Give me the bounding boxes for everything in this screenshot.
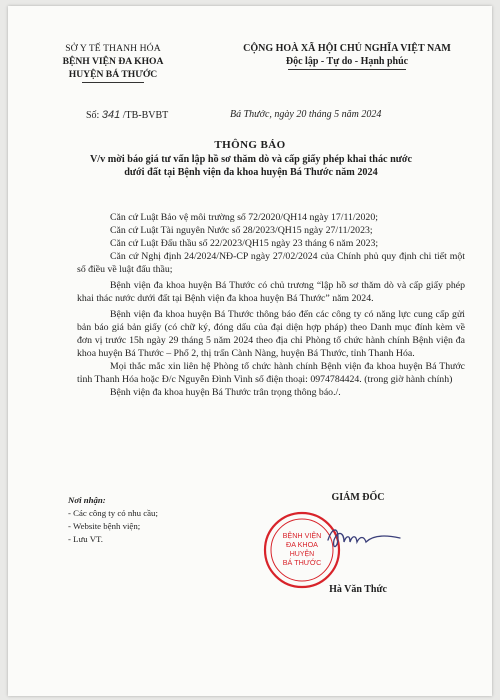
recipient-item: - Các công ty có nhu cầu;	[68, 508, 158, 518]
doc-number-suffix: /TB-BVBT	[122, 110, 169, 121]
date-line: Bá Thước, ngày 20 tháng 5 năm 2024	[230, 109, 382, 120]
document-page	[8, 6, 492, 696]
doc-number-handwritten: 341	[101, 109, 121, 121]
signer-title: GIÁM ĐỐC	[331, 492, 385, 503]
agency-line-2: BỆNH VIỆN ĐA KHOA	[62, 56, 164, 67]
nation-name: CỘNG HOÀ XÃ HỘI CHỦ NGHĨA VIỆT NAM	[243, 43, 451, 54]
national-motto: Độc lập - Tự do - Hạnh phúc	[285, 56, 409, 67]
document-title: THÔNG BÁO	[214, 139, 286, 151]
document-subject	[48, 153, 454, 179]
body-paragraph-closing: Bệnh viện đa khoa huyện Bá Thước trân trọng thông báo./.	[110, 387, 341, 398]
legal-basis-1: Căn cứ Luật Bảo vệ môi trường số 72/2020/QH14 ngày 17/11/2020;	[110, 212, 378, 223]
doc-number-prefix: Số:	[86, 110, 100, 121]
motto-underline	[288, 69, 406, 70]
legal-basis-4: Căn cứ Nghị định 24/2024/NĐ-CP ngày 27/02/2024 của Chính phủ quy định chi tiết một số điều về luật đấu thầu;	[77, 251, 465, 275]
subject-line-1: V/v mời báo giá tư vấn lập hồ sơ thăm dò và cấp giấy phép khai thác nước	[89, 154, 413, 165]
legal-basis-3: Căn cứ Luật Đấu thầu số 22/2023/QH15 ngày 23 tháng 6 năm 2023;	[110, 238, 379, 249]
body-paragraph-invitation: Bệnh viện đa khoa huyện Bá Thước thông báo đến các công ty có năng lực cung cấp gửi bản báo giá bản giấy (có chữ ký, đóng dấu của đại diện hợp pháp) theo Danh mục đính kèm về đơn vị trước 15h ngày 29 tháng 5 năm 2024 theo địa chỉ Phòng tổ chức hành chính Bệnh viện đa khoa huyện Bá Thước – Phố 2, thị trấn Cành Nàng, huyện Bá Thước, tỉnh Thanh Hóa.	[77, 309, 465, 359]
agency-line-1: SỞ Y TẾ THANH HÓA	[65, 43, 161, 54]
recipient-item: - Website bệnh viện;	[68, 521, 141, 531]
agency-line-3: HUYỆN BÁ THƯỚC	[68, 69, 158, 80]
national-header	[218, 42, 476, 70]
seal-text-2: ĐA KHOA	[286, 540, 318, 549]
signature-stroke	[328, 530, 400, 547]
recipients-title: Nơi nhận:	[68, 495, 106, 505]
legal-basis-2: Căn cứ Luật Tài nguyên Nước số 28/2023/QH15 ngày 27/11/2023;	[110, 225, 373, 236]
body-paragraph-contact: Mọi thắc mắc xin liên hệ Phòng tổ chức hành chính Bệnh viện đa khoa huyện Bá Thước tỉnh Thanh Hóa hoặc Đ/c Nguyễn Đình Vinh số điện thoại: 0974784424. (trong giờ hành chính)	[77, 361, 465, 385]
seal-text-3: HUYỆN	[289, 551, 315, 558]
signer-name: Hà Văn Thức	[329, 584, 387, 595]
body-paragraph-policy: Bệnh viện đa khoa huyện Bá Thước có chủ trương “lập hồ sơ thăm dò và cấp giấy phép khai thác nước dưới đất tại Bệnh viện đa khoa huyện Bá Thước” năm 2024.	[77, 280, 465, 304]
document-number	[86, 109, 168, 121]
subject-line-2: dưới đất tại Bệnh viện đa khoa huyện Bá Thước năm 2024	[124, 167, 378, 178]
document-body	[77, 211, 465, 399]
issuing-agency	[38, 42, 188, 83]
handwritten-signature	[324, 518, 404, 558]
seal-text-4: BÁ THƯỚC	[282, 558, 322, 567]
recipients-block	[68, 494, 158, 546]
recipient-item: - Lưu VT.	[68, 534, 103, 544]
agency-underline	[82, 82, 144, 83]
seal-text-1: BỆNH VIỆN	[282, 531, 322, 540]
